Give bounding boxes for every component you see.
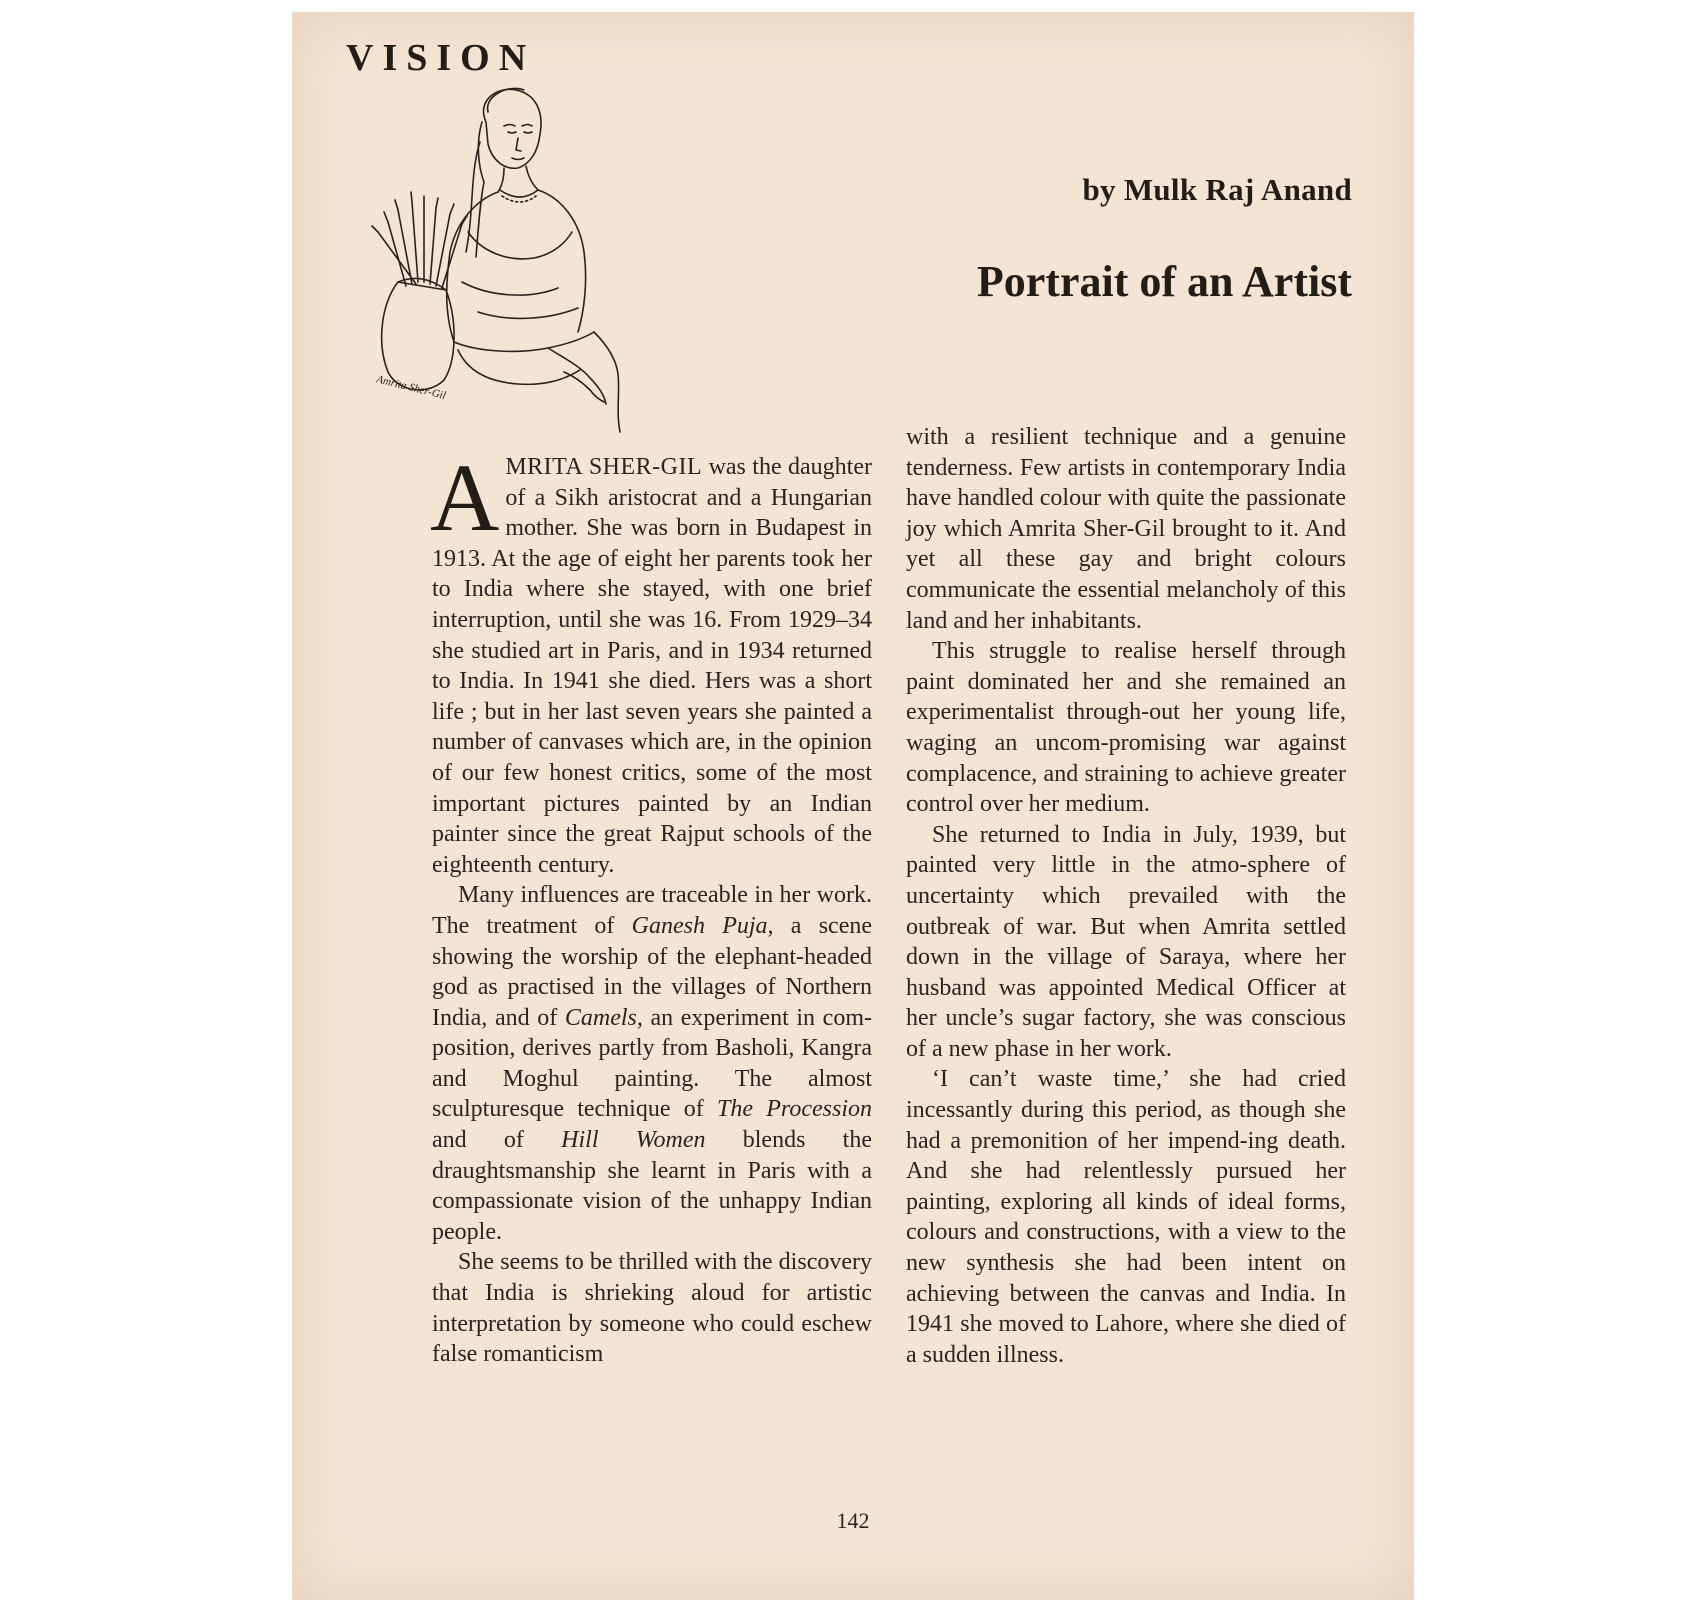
artwork-title-camels: Camels, (564, 1004, 643, 1031)
paragraph-2 (432, 880, 872, 1247)
artwork-title-procession: The Procession (717, 1096, 873, 1123)
masthead: VISION (346, 37, 536, 79)
paragraph-1 (430, 444, 872, 880)
paragraph-1-text: was the daughter of a Sikh aristocrat and a Hungarian mother. She was born in Budapest in 1913. At the age of eight her parents took her to India where she stayed, with one brief interruption, until she was 16. From 1929–34 she studied art in Paris, and in 1934 returned to India. In 1941 she died. Hers was a short life ; but in her last seven years she painted a number of canvases which are, in the opinion of our few honest critics, some of the most important pictures painted by an Indian painter since the great Rajput schools of the eighteenth century. (432, 454, 872, 878)
article-title: Portrait of an Artist (976, 257, 1352, 306)
paragraph-2-text-b: a scene showing the worship of the elephant-headed god as practised in the villages of Northern India, and of (432, 912, 872, 1031)
drop-cap: A (430, 444, 500, 551)
opening-caps: MRITA SHER-GIL (505, 454, 703, 480)
paragraph-6: She returned to India in July, 1939, but painted very little in the atmo-sphere of uncertainty which prevailed with the outbreak of war. But when Amrita settled down in the village of Saraya, where her husband was appointed Medical Officer at her uncle’s sugar factory, she was conscious of a new phase in her work. (906, 821, 1346, 1062)
artwork-title-hill-women: Hill Women (561, 1127, 706, 1154)
paragraph-2-text-d: and of (432, 1127, 562, 1154)
paragraph-2-text-a: Many influences are traceable in her work. The treatment of (432, 882, 872, 939)
paragraph-2-text-c: an experiment in com-position, derives partly from Basholi, Kangra and Moghul painting. The almost sculpturesque technique of (432, 1004, 872, 1123)
portrait-sketch-illustration (358, 82, 628, 452)
paragraph-7: ‘I can’t waste time,’ she had cried incessantly during this period, as though she had a premonition of her impend-ing death. And she had relentlessly pursued her painting, exploring all kinds of ideal forms, colours and constructions, with a view to the new synthesis she had been intent on achieving between the canvas and India. In 1941 she moved to Lahore, where she died of a sudden illness. (906, 1066, 1346, 1368)
artwork-title-ganesh-puja: Ganesh Puja, (631, 912, 774, 939)
paragraph-4: with a resilient technique and a genuine tenderness. Few artists in contemporary India have handled colour with quite the passionate joy which Amrita Sher-Gil brought to it. And yet all these gay and bright colours communicate the essential melancholy of this land and her inhabitants. (906, 424, 1346, 634)
paragraph-5: This struggle to realise herself through paint dominated her and she remained an experimentalist through-out her young life, waging an uncom-promising war against complacence, and straining to achieve greater control over her medium. (906, 638, 1346, 818)
byline: by Mulk Raj Anand (1082, 172, 1352, 207)
page-number: 142 (836, 1508, 870, 1533)
paragraph-3: She seems to be thrilled with the discovery that India is shrieking aloud for artistic interpretation by someone who could eschew false romanticism (432, 1249, 872, 1368)
left-column (430, 444, 873, 1370)
artist-signature: Amrita Sher-Gil (375, 373, 448, 403)
right-column (906, 422, 1346, 1370)
magazine-page (292, 12, 1414, 1600)
paragraph-2-text-e: blends the draughtsmanship she learnt in Paris with a compassionate vision of the unhappy Indian people. (432, 1127, 872, 1245)
